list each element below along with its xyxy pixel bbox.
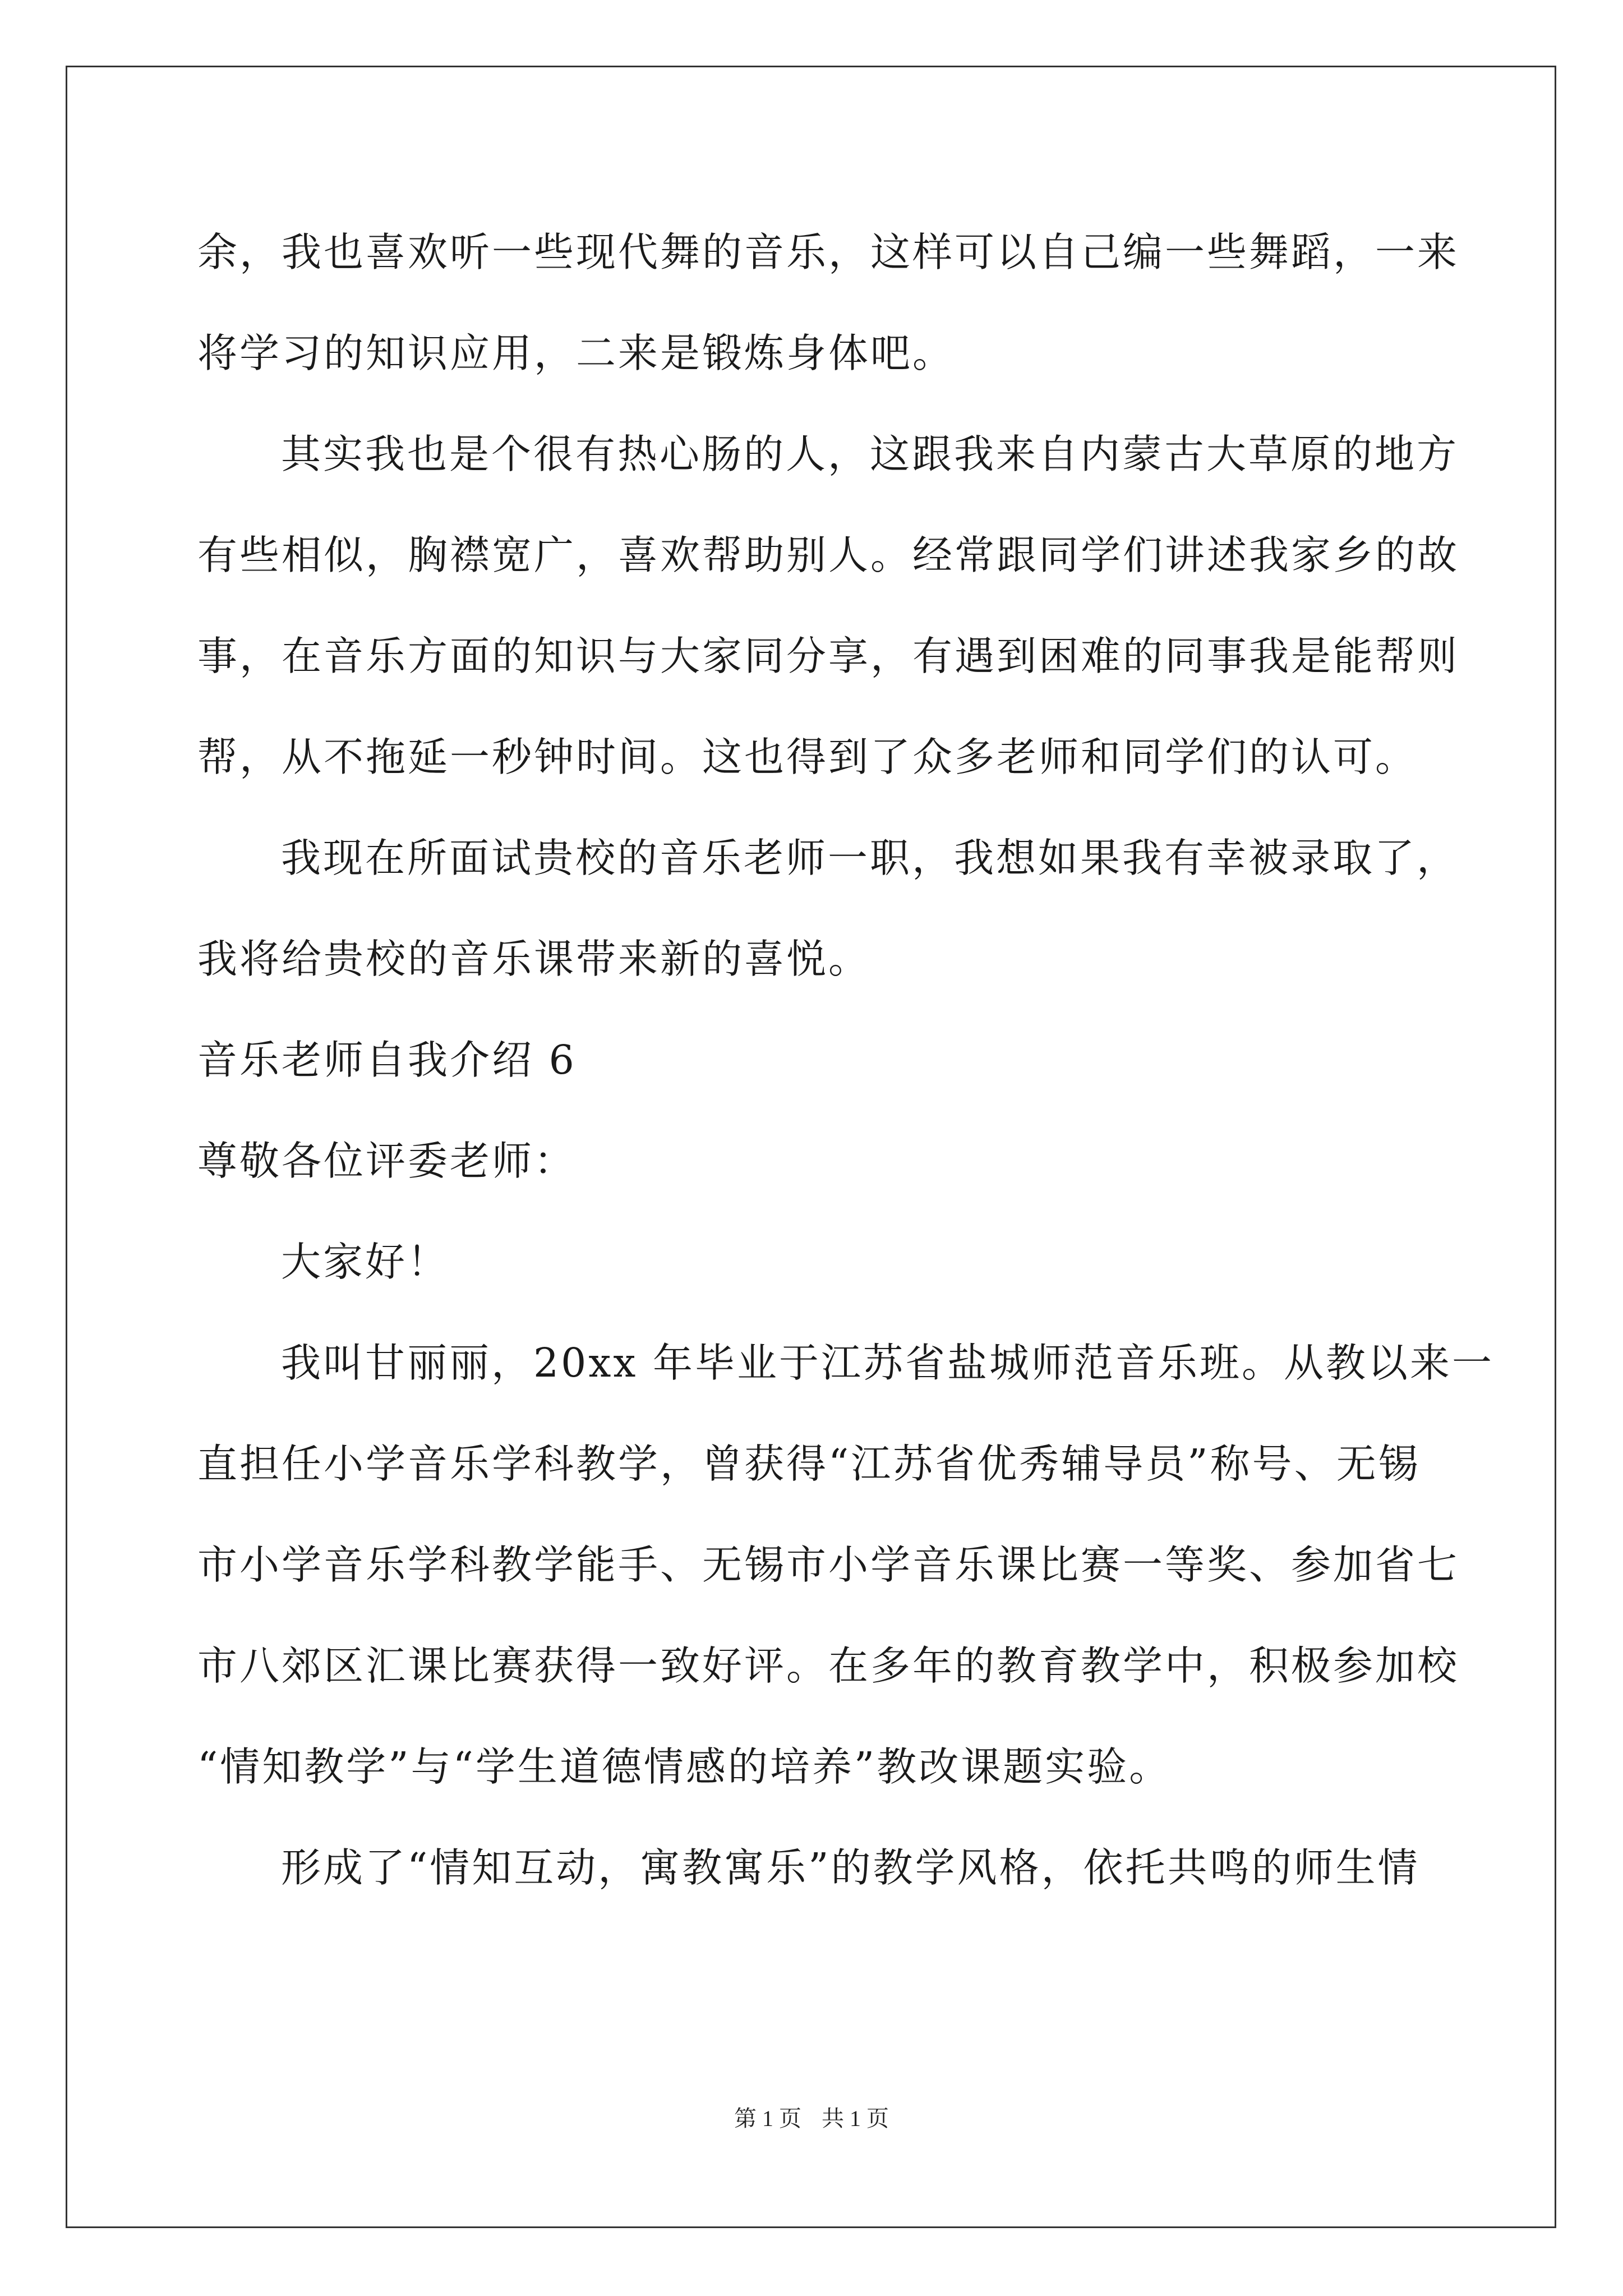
text-line: 直担任小学音乐学科教学，曾获得“江苏省优秀辅导员”称号、无锡 (197, 1441, 1421, 1487)
document-body (197, 210, 1494, 1927)
section-heading: 音乐老师自我介绍 6 (197, 1037, 577, 1083)
paragraph-start: 其实我也是个很有热心肠的人，这跟我来自内蒙古大草原的地方 (281, 431, 1459, 477)
paragraph-start: 我现在所面试贵校的音乐老师一职，我想如果我有幸被录取了， (281, 835, 1459, 881)
text-line: 将学习的知识应用，二来是锻炼身体吧。 (197, 330, 955, 376)
text-line: 余，我也喜欢听一些现代舞的音乐，这样可以自己编一些舞蹈，一来 (197, 229, 1460, 275)
paragraph-start: 形成了“情知互动，寓教寓乐”的教学风格，依托共鸣的师生情 (281, 1844, 1420, 1891)
page-footer (0, 2101, 1623, 2133)
text-line: 帮，从不拖延一秒钟时间。这也得到了众多老师和同学们的认可。 (197, 734, 1418, 780)
text-line: “情知教学”与“学生道德情感的培养”教改课题实验。 (197, 1743, 1172, 1790)
text-line: 我将给贵校的音乐课带来新的喜悦。 (197, 936, 871, 982)
salutation: 尊敬各位评委老师： (197, 1138, 577, 1184)
text-line: 市小学音乐学科教学能手、无锡市小学音乐课比赛一等奖、参加省七 (197, 1542, 1460, 1588)
page-number: 第 1 页 (734, 2106, 801, 2131)
page-count: 共 1 页 (822, 2106, 889, 2131)
paragraph-start: 我叫甘丽丽，20xx 年毕业于江苏省盐城师范音乐班。从教以来一 (281, 1340, 1494, 1386)
greeting: 大家好！ (281, 1239, 450, 1285)
text-line: 市八郊区汇课比赛获得一致好评。在多年的教育教学中，积极参加校 (197, 1642, 1460, 1689)
text-line: 有些相似，胸襟宽广，喜欢帮助别人。经常跟同学们讲述我家乡的故 (197, 532, 1460, 578)
text-line: 事，在音乐方面的知识与大家同分享，有遇到困难的同事我是能帮则 (197, 633, 1460, 679)
